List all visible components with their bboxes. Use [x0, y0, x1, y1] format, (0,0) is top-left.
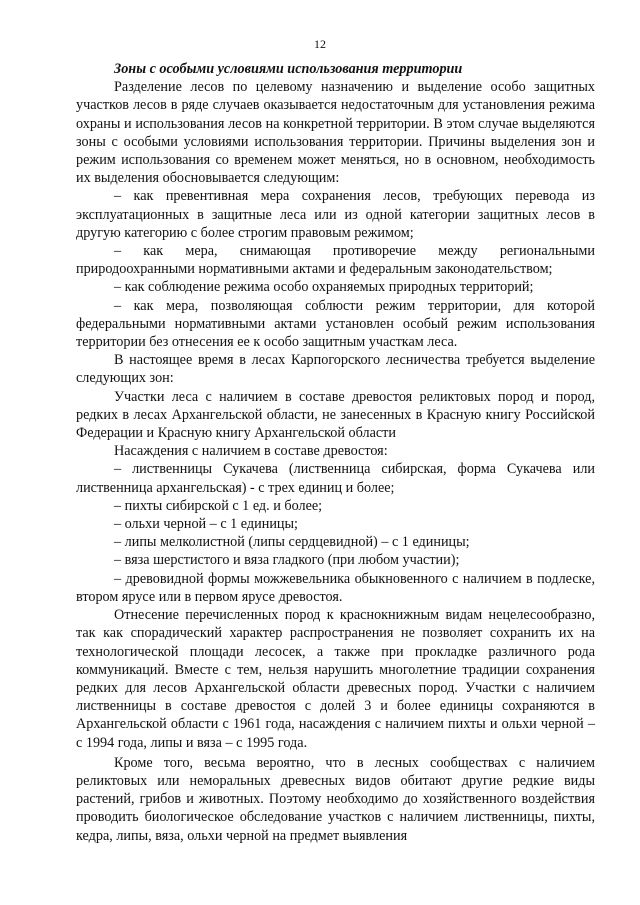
species-item: – ольхи черной – с 1 единицы; [114, 516, 298, 533]
survey-paragraph: Кроме того, весьма вероятно, что в лесных сообществах с наличием реликтовых или неморальных древесных видов обитают другие редкие виды растений, грибов и животных. Поэтому необходимо до хозяйственного воздействия проводить биологическое обследование участков с наличием лиственницы, пихты, кедра, липы, вяза, ольхи черной на предмет выявления [76, 754, 595, 844]
reason-item: – как превентивная мера сохранения лесов, требующих перевода из эксплуатационных в защитные леса или из одной категории защитных лесов в другую категорию с более строгим правовым режимом; [76, 188, 595, 241]
species-item: – лиственницы Сукачева (лиственница сибирская, форма Сукачева или лиственница архангельская) - с трех единиц и более; [76, 461, 595, 496]
species-item: – липы мелколистной (липы сердцевидной) – с 1 единицы; [114, 534, 470, 551]
reason-item: – как мера, снимающая противоречие между региональными природоохранными нормативными актами и федеральным законодательством; [76, 243, 595, 278]
page-number: 12 [314, 37, 326, 51]
zones-paragraph: В настоящее время в лесах Карпогорского лесничества требуется выделение следующих зон: [76, 352, 595, 387]
red-book-paragraph: Отнесение перечисленных пород к краснокнижным видам нецелесообразно, так как спорадический характер распространения не позволяет сохранить их на технологической площади лесосек, а также при прокладке различного рода коммуникаций. Вместе с тем, нельзя нарушить многолетние традиции сохранения редких для лесов Архангельской области древесных пород. Участки с наличием лиственницы в составе древостоя с долей 3 и более единицы сохраняются в Архангельской области с 1961 года, насаждения с наличием пихты и ольхи черной – с 1994 года, липы и вяза – с 1995 года. [76, 607, 595, 751]
stands-composition-paragraph: Насаждения с наличием в составе древостоя: [114, 443, 388, 460]
intro-paragraph: Разделение лесов по целевому назначению и выделение особо защитных участков лесов в ряде случаев оказывается недостаточным для установления режима охраны и использования лесов на конкретной территории. В этом случае выделяются зоны с особыми условиями использования территории. Причины выделения зон и режим использования со временем может меняться, но в основном, необходимость их выделения обосновывается следующим: [76, 79, 595, 187]
reason-item: – как мера, позволяющая соблюсти режим территории, для которой федеральными нормативными актами установлен особый режим использования территории без отнесения ее к особо защитным участкам леса. [76, 297, 595, 351]
species-item: – древовидной формы можжевельника обыкновенного с наличием в подлеске, втором ярусе или в первом ярусе древостоя. [76, 570, 595, 605]
species-item: – вяза шерстистого и вяза гладкого (при любом участии); [114, 552, 460, 569]
section-heading: Зоны с особыми условиями использования территории [114, 61, 463, 77]
document-body [76, 60, 595, 845]
relict-stands-paragraph: Участки леса с наличием в составе древостоя реликтовых пород и пород, редких в лесах Архангельской области, не занесенных в Красную книгу Российской Федерации и Красную книгу Архангельской области [76, 388, 595, 442]
species-item: – пихты сибирской с 1 ед. и более; [114, 497, 323, 514]
reason-item: – как соблюдение режима особо охраняемых природных территорий; [114, 279, 534, 296]
